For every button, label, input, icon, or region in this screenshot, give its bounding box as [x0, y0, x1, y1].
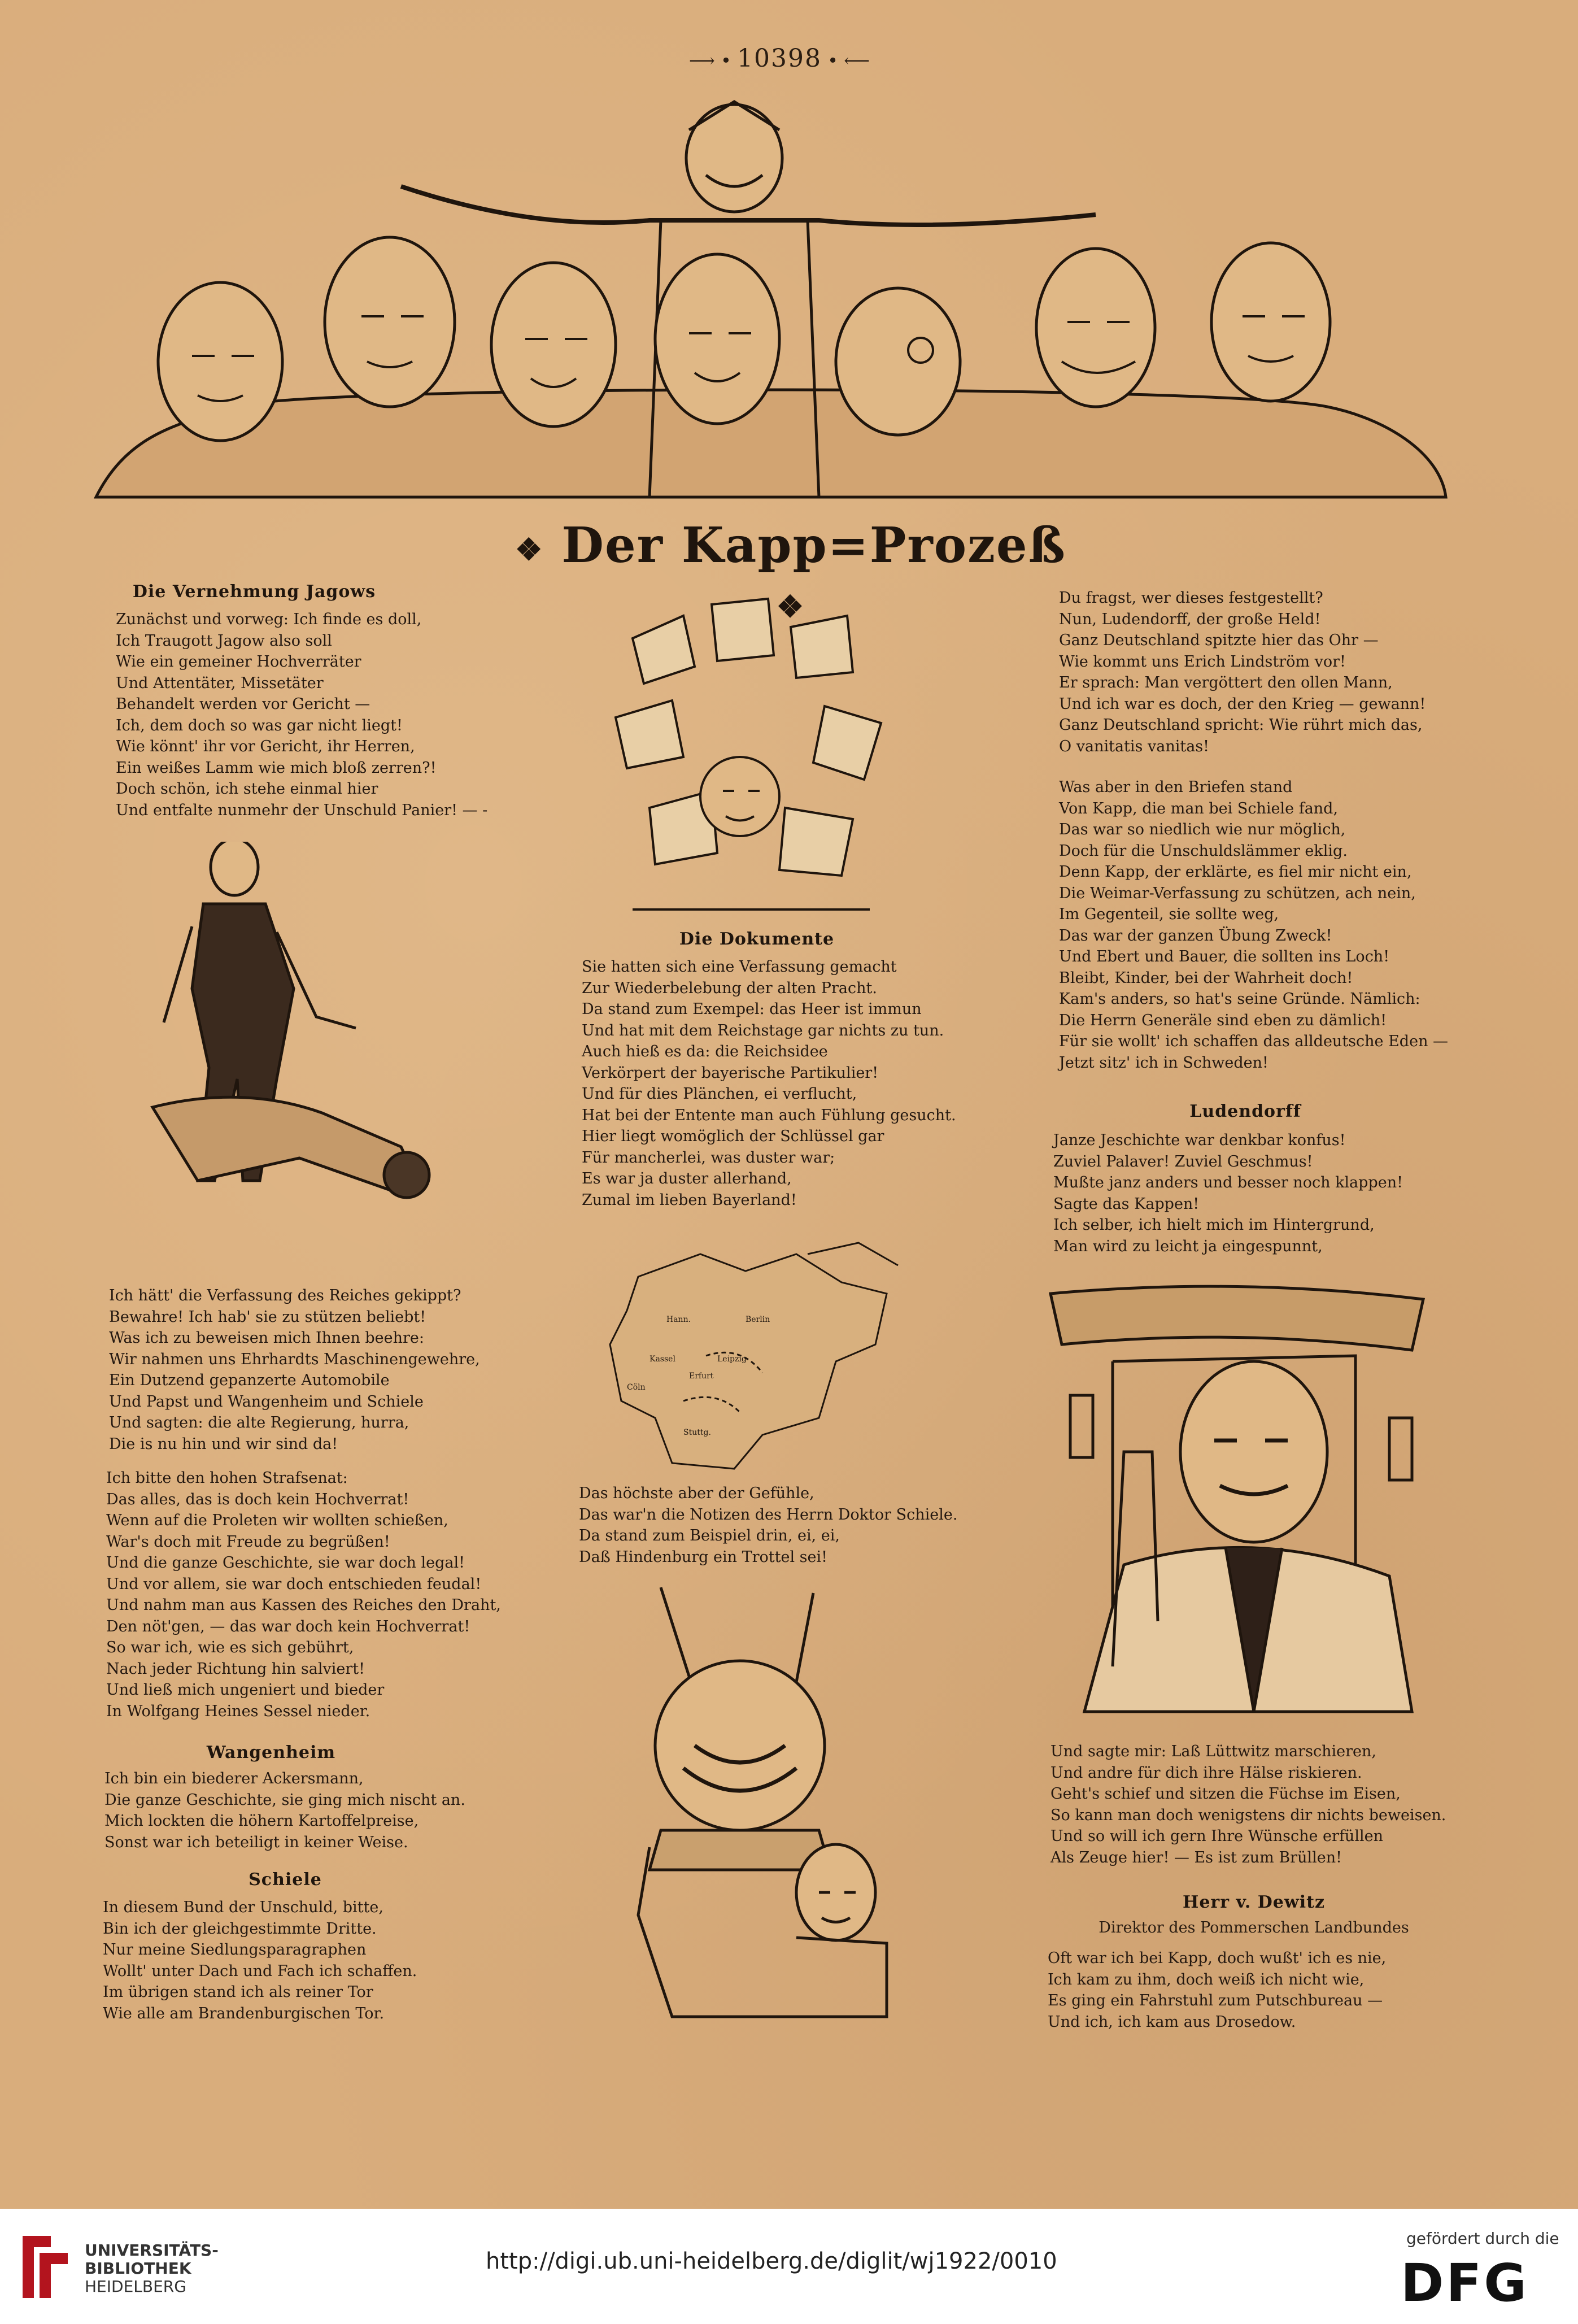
- heading-dokumente: Die Dokumente: [679, 929, 835, 949]
- verse-wangenheim: Ich bin ein biederer Ackersmann, Die ganze Geschichte, sie ging mich nischt an. Mich lockten die höhern Kartoffelpreise, Sonst war ich beteiligt in keiner Weise.: [104, 1770, 465, 1851]
- verse-ludendorff-1: Janze Jeschichte war denkbar konfus! Zuviel Palaver! Zuviel Geschmus! Mußte janz anders und besser noch klappen! Sagte das Kappen! Ich selber, ich hielt mich im Hintergrund, Man wird zu leicht ja eingespunnt,: [1053, 1131, 1403, 1255]
- map-label-erfurt: Erfurt: [689, 1372, 714, 1381]
- verse-vernehmung-3: Ich bitte den hohen Strafsenat: Das alles, das is doch kein Hochverrat! Wenn auf die Proleten wir wollten schießen, War's doch mit Freude zu begrüßen! Und die ganze Geschichte, sie war doch legal! Und vor allem, sie war doch entschieden feudal! Und nahm man aus Kassen des Reiches den Draht, Den nöt'gen, — das war doch kein Hochverrat! So war ich, wie es sich gebührt, Nach jeder Richtung hin salviert! Und ließ mich ungeniert und bieder In Wolfgang Heines Sessel nieder.: [106, 1469, 501, 1720]
- dfg-logo[interactable]: DFG: [1401, 2253, 1529, 2313]
- verse-right-1: Du fragst, wer dieses festgestellt? Nun, Ludendorff, der große Held! Ganz Deutschland spitzte hier das Ohr — Wie kommt uns Erich Lindström vor! Er sprach: Man vergöttert den ollen Mann, Und ich war es doch, der den Krieg — gewann! Ganz Deutschland spricht: Wie rührt mich das, O vanitatis vanitas!: [1059, 589, 1426, 755]
- illustration-germany-map: [593, 1231, 909, 1474]
- funding-caption: gefördert durch die: [1406, 2229, 1559, 2248]
- illustration-hindenburg-schiele: [627, 1576, 909, 2034]
- verse-ludendorff-2: Und sagte mir: Laß Lüttwitz marschieren, Und andre für dich ihre Hälse riskieren. Geht's schief und sitzen die Füchse im Eisen, So kann man doch wenigstens dir nichts beweisen. Und so will ich gern Ihre Wünsche erfüllen Als Zeuge hier! — Es ist zum Brüllen!: [1050, 1743, 1446, 1866]
- subtitle-dewitz: Direktor des Pommerschen Landbundes: [1099, 1919, 1409, 1936]
- heading-schiele: Schiele: [249, 1870, 322, 1890]
- verse-dokumente-1: Sie hatten sich eine Verfassung gemacht Zur Wiederbelebung der alten Pracht. Da stand zum Exempel: das Heer ist immun Und hat mit dem Reichstage gar nichts zu tun. Auch hieß es da: die Reichsidee Verkörpert der bayerische Partikulier! Und für dies Plänchen, ei verflucht, Hat bei der Entente man auch Fühlung gesucht. Hier liegt womöglich der Schlüssel gar Für mancherlei, was duster war; Es war ja duster allerhand, Zumal im lieben Bayerland!: [582, 958, 956, 1209]
- ub-heidelberg-logo-icon[interactable]: [17, 2230, 73, 2304]
- verse-vernehmung-1: Zunächst und vorweg: Ich finde es doll, Ich Traugott Jagow also soll Wie ein gemeiner Hochverräter Und Attentäter, Missetäter Behandelt werden vor Gericht — Ich, dem doch so was gar nicht liegt! Wie könnt' ihr vor Gericht, ihr Herren, Ein weißes Lamm wie mich bloß zerren?! Doch schön, ich stehe einmal hier Und entfalte nunmehr der Unschuld Panier! — -: [116, 611, 488, 819]
- map-label-leipzig: Leipzig: [717, 1355, 747, 1364]
- source-url-link[interactable]: http://digi.ub.uni-heidelberg.de/diglit/wj1922/0010: [486, 2248, 1057, 2274]
- heading-wangenheim: Wangenheim: [206, 1743, 336, 1762]
- page-number: ⟶ • 10398 • ⟵: [688, 44, 870, 73]
- heading-ludendorff: Ludendorff: [1189, 1102, 1301, 1121]
- verse-dewitz: Oft war ich bei Kapp, doch wußt' ich es nie, Ich kam zu ihm, doch weiß ich nicht wie, Es ging ein Fahrstuhl zum Putschbureau — Und ich, ich kam aus Drosedow.: [1048, 1949, 1387, 2031]
- map-label-koeln: Cöln: [627, 1383, 646, 1392]
- illustration-documents-pile: [599, 593, 904, 921]
- ub-heidelberg-name[interactable]: UNIVERSITÄTS- BIBLIOTHEK HEIDELBERG: [85, 2241, 219, 2296]
- map-label-kassel: Kassel: [649, 1355, 675, 1364]
- verse-vernehmung-2: Ich hätt' die Verfassung des Reiches gekippt? Bewahre! Ich hab' sie zu stützen beliebt! Was ich zu beweisen mich Ihnen beehre: Wir nahmen uns Ehrhardts Maschinengewehre, Ein Dutzend gepanzerte Automobile Und Papst und Wangenheim und Schiele Und sagten: die alte Regierung, hurra, Die is nu hin und wir sind da!: [109, 1287, 480, 1453]
- map-label-berlin: Berlin: [746, 1315, 770, 1324]
- verse-right-2: Was aber in den Briefen stand Von Kapp, die man bei Schiele fand, Das war so niedlich wie nur möglich, Doch für die Unschuldslämmer eklig. Denn Kapp, der erklärte, es fiel mir nicht ein, Die Weimar-Verfassung zu schützen, ach nein, Im Gegenteil, sie sollte weg, Das war der ganzen Übung Zweck! Und Ebert und Bauer, die sollten ins Loch! Bleibt, Kinder, bei der Wahrheit doch! Kam's anders, so hat's seine Gründe. Nämlich: Die Herrn Generäle sind eben zu dämlich! Für sie wollt' ich schaffen das alldeutsche Eden — Jetzt sitz' ich in Schweden!: [1059, 778, 1449, 1072]
- illustration-group-caricature: [85, 90, 1457, 503]
- footer-bar: [0, 2209, 1578, 2324]
- main-title: ❖ Der Kapp=Prozeß ❖: [515, 517, 1066, 625]
- verse-dokumente-2: Das höchste aber der Gefühle, Das war'n die Notizen des Herrn Doktor Schiele. Da stand zum Beispiel drin, ei, ei, Daß Hindenburg ein Trottel sei!: [579, 1485, 958, 1566]
- heading-vernehmung: Die Vernehmung Jagows: [132, 582, 376, 602]
- illustration-jagow-standing: [130, 842, 446, 1237]
- verse-schiele: In diesem Bund der Unschuld, bitte, Bin ich der gleichgestimmte Dritte. Nur meine Siedlungsparagraphen Wollt' unter Dach und Fach ich schaffen. Im übrigen stand ich als reiner Tor Wie alle am Brandenburgischen Tor.: [103, 1899, 417, 2022]
- map-label-stuttgart: Stuttg.: [683, 1428, 711, 1437]
- heading-dewitz: Herr v. Dewitz: [1182, 1892, 1325, 1912]
- map-label-hannover: Hann.: [666, 1315, 691, 1324]
- illustration-ludendorff: [1039, 1282, 1435, 1723]
